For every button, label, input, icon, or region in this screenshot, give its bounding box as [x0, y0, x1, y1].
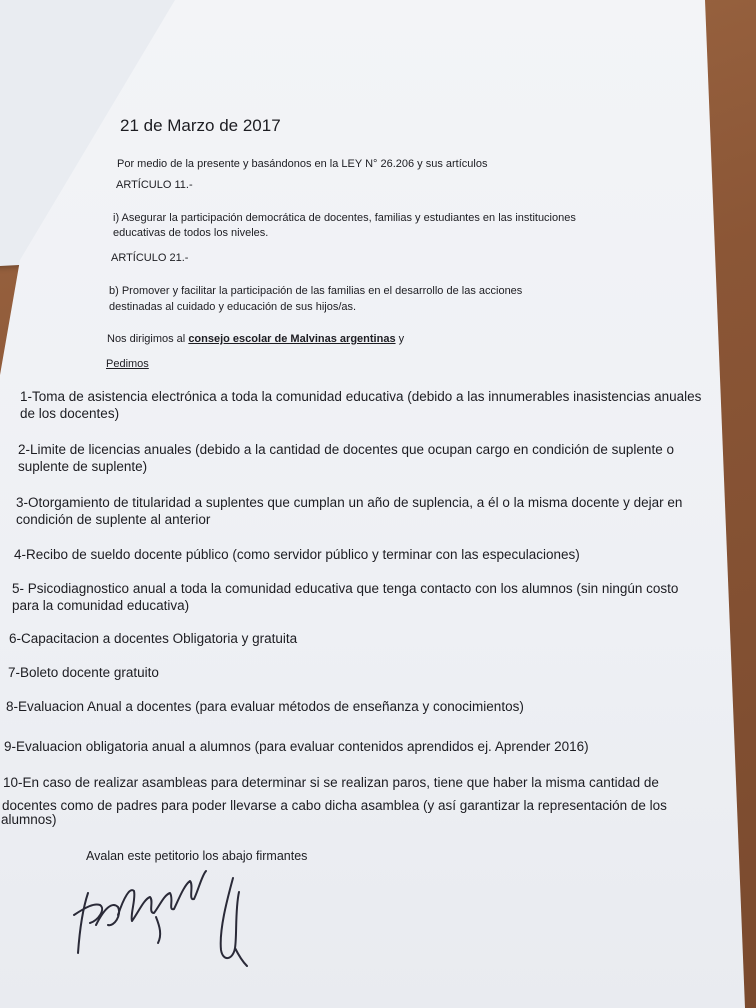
request-item-3-line-1: 3-Otorgamiento de titularidad a suplentes que cumplan un año de suplencia, a él o la misma docente y dejar en — [16, 495, 683, 510]
request-item-3-line-2: condición de suplente al anterior — [16, 512, 211, 527]
signatures-caption: Avalan este petitorio los abajo firmantes — [86, 849, 308, 863]
handwritten-signature-1 — [60, 855, 220, 965]
article-11-line-2: educativas de todos los niveles. — [113, 227, 269, 239]
request-item-2-line-1: 2-Limite de licencias anuales (debido a la cantidad de docentes que ocupan cargo en condición de suplente o — [18, 442, 674, 457]
document-date: 21 de Marzo de 2017 — [120, 116, 281, 135]
article-11-heading: ARTÍCULO 11.- — [116, 179, 193, 191]
request-item-6: 6-Capacitacion a docentes Obligatoria y gratuita — [9, 631, 298, 646]
request-item-10-line-1: 10-En caso de realizar asambleas para determinar si se realizan paros, tiene que haber la misma cantidad de — [3, 775, 659, 790]
request-item-7: 7-Boleto docente gratuito — [8, 665, 159, 680]
request-item-1-line-1: 1-Toma de asistencia electrónica a toda la comunidad educativa (debido a las innumerables inasistencias anuales — [20, 389, 702, 404]
article-11-line-1: i) Asegurar la participación democrática de docentes, familias y estudiantes en las instituciones — [113, 212, 576, 224]
requests-heading: Pedimos — [106, 358, 149, 370]
article-21-heading: ARTÍCULO 21.- — [111, 252, 189, 264]
intro-text: Por medio de la presente y basándonos en la LEY N° 26.206 y sus artículos — [117, 158, 488, 170]
request-item-10-line-2: docentes como de padres para poder llevarse a cabo dicha asamblea (y así garantizar la representación de los — [2, 798, 667, 813]
addressee-suffix: y — [395, 333, 405, 345]
school-council-name: consejo escolar de Malvinas argentinas — [188, 333, 396, 345]
request-item-1-line-2: de los docentes) — [20, 406, 120, 421]
request-item-5-line-2: para la comunidad educativa) — [12, 598, 190, 613]
addressee-line — [107, 331, 404, 347]
addressee-prefix: Nos dirigimos al — [107, 333, 189, 345]
article-21-line-2: destinadas al cuidado y educación de sus hijos/as. — [109, 301, 357, 313]
request-item-10-line-3: alumnos) — [1, 812, 57, 827]
request-item-5-line-1: 5- Psicodiagnostico anual a toda la comunidad educativa que tenga contacto con los alumnos (sin ningún costo — [12, 581, 679, 596]
request-item-9: 9-Evaluacion obligatoria anual a alumnos (para evaluar contenidos aprendidos ej. Aprender 2016) — [4, 739, 589, 754]
request-item-4: 4-Recibo de sueldo docente público (como servidor público y terminar con las especulaciones) — [14, 547, 580, 562]
request-item-2-line-2: suplente de suplente) — [18, 459, 148, 474]
article-21-line-1: b) Promover y facilitar la participación de las familias en el desarrollo de las acciones — [109, 285, 523, 297]
request-item-8: 8-Evaluacion Anual a docentes (para evaluar métodos de enseñanza y conocimientos) — [6, 699, 524, 714]
handwritten-signature-2 — [205, 870, 265, 970]
